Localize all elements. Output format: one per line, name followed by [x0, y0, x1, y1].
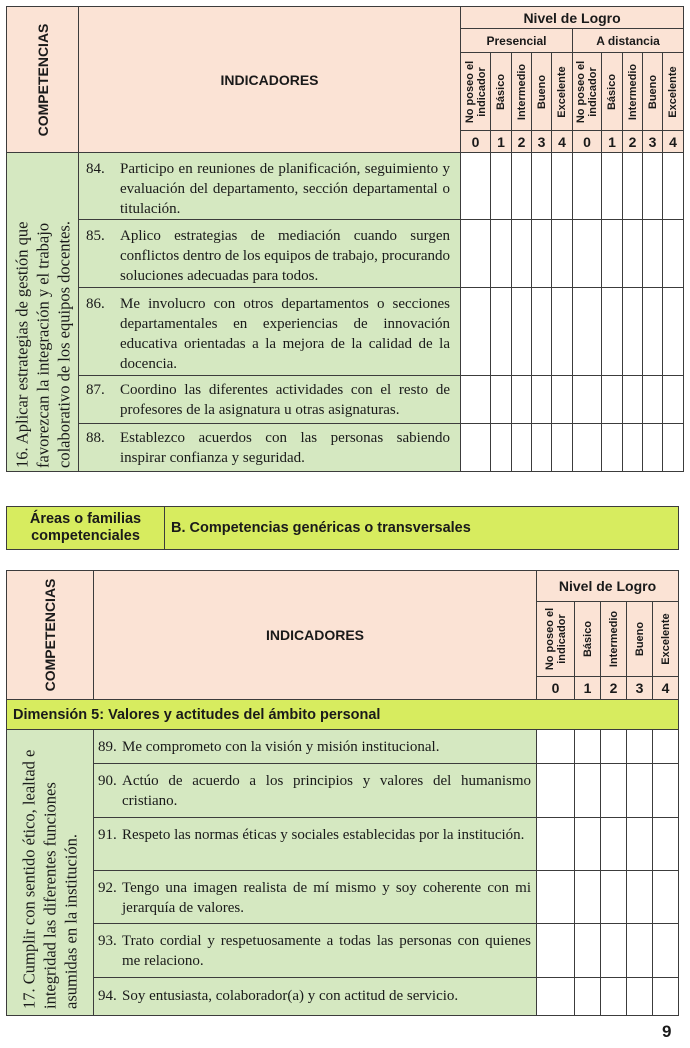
rating-cell[interactable]: [461, 153, 491, 220]
rating-cell[interactable]: [643, 220, 663, 288]
level-header: Intermedio: [623, 53, 643, 131]
level-header: Excelente: [653, 602, 679, 677]
indicator-93: 93. Trato cordial y respetuosamente a todas las personas con quienes me relaciono.: [94, 924, 537, 978]
competencias-header: [7, 571, 94, 700]
dimension-header: Dimensión 5: Valores y actitudes del ámbito personal: [7, 700, 679, 730]
level-header: Básico: [602, 53, 623, 131]
rating-cell[interactable]: [532, 220, 552, 288]
nivel-de-logro-header: Nivel de Logro: [537, 571, 679, 602]
rating-cell[interactable]: [602, 153, 623, 220]
rating-cell[interactable]: [623, 153, 643, 220]
presencial-header: Presencial: [461, 29, 573, 53]
score-3: 3: [627, 677, 653, 700]
score-0: 0: [573, 131, 602, 153]
indicator-84: 84. Participo en reuniones de planificación, seguimiento y evaluación del departamento, sección departamental o titulación.: [79, 153, 461, 220]
indicator-94: 94. Soy entusiasta, colaborador(a) y con actitud de servicio.: [94, 978, 537, 1016]
rating-cell[interactable]: [552, 288, 573, 376]
rating-cell[interactable]: [653, 924, 679, 978]
rating-cell[interactable]: [537, 818, 575, 871]
rating-cell[interactable]: [663, 153, 684, 220]
rating-cell[interactable]: [575, 978, 601, 1016]
rating-cell[interactable]: [575, 818, 601, 871]
rating-cell[interactable]: [537, 871, 575, 924]
rating-cell[interactable]: [602, 376, 623, 424]
rating-cell[interactable]: [512, 153, 532, 220]
rating-cell[interactable]: [623, 220, 643, 288]
rating-cell[interactable]: [491, 288, 512, 376]
rating-cell[interactable]: [575, 730, 601, 764]
rating-cell[interactable]: [601, 871, 627, 924]
rating-cell[interactable]: [601, 924, 627, 978]
rating-cell[interactable]: [491, 153, 512, 220]
indicator-88: 88. Establezco acuerdos con las personas sabiendo inspirar confianza y seguridad.: [79, 424, 461, 472]
rating-cell[interactable]: [623, 424, 643, 472]
level-header: Intermedio: [601, 602, 627, 677]
rating-cell[interactable]: [601, 764, 627, 818]
indicator-85: 85. Aplico estrategias de mediación cuando surgen conflictos dentro de los equipos de trabajo, procurando soluciones adecuadas para todos.: [79, 220, 461, 288]
score-3: 3: [643, 131, 663, 153]
competence-17-cell: [7, 730, 94, 1016]
level-header: Bueno: [532, 53, 552, 131]
rating-cell[interactable]: [627, 978, 653, 1016]
level-header: Básico: [491, 53, 512, 131]
rating-cell[interactable]: [461, 288, 491, 376]
rating-cell[interactable]: [552, 220, 573, 288]
level-header: No poseo el indicador: [461, 53, 491, 131]
rating-cell[interactable]: [512, 220, 532, 288]
rating-cell[interactable]: [573, 288, 602, 376]
rating-cell[interactable]: [627, 818, 653, 871]
indicator-89: 89. Me comprometo con la visión y misión institucional.: [94, 730, 537, 764]
rating-cell[interactable]: [537, 924, 575, 978]
rating-cell[interactable]: [663, 288, 684, 376]
rating-cell[interactable]: [627, 871, 653, 924]
indicadores-header: INDICADORES: [79, 7, 461, 153]
rating-cell[interactable]: [512, 424, 532, 472]
rating-cell[interactable]: [575, 924, 601, 978]
rating-cell[interactable]: [627, 764, 653, 818]
rating-cell[interactable]: [461, 220, 491, 288]
rating-cell[interactable]: [461, 424, 491, 472]
rating-cell[interactable]: [653, 730, 679, 764]
indicator-86: 86. Me involucro con otros departamentos o secciones departamentales en experiencias de innovación educativa orientadas a la mejora de la calidad de la docencia.: [79, 288, 461, 376]
rating-cell[interactable]: [663, 424, 684, 472]
rating-cell[interactable]: [627, 924, 653, 978]
areas-value: B. Competencias genéricas o transversales: [165, 507, 679, 550]
rating-cell[interactable]: [663, 376, 684, 424]
indicadores-header: INDICADORES: [94, 571, 537, 700]
level-header: Bueno: [643, 53, 663, 131]
level-header: Básico: [575, 602, 601, 677]
rating-cell[interactable]: [602, 288, 623, 376]
rating-cell[interactable]: [575, 871, 601, 924]
competencias-label: COMPETENCIAS: [42, 578, 58, 692]
rating-cell[interactable]: [552, 376, 573, 424]
rating-cell[interactable]: [537, 764, 575, 818]
areas-bar: [6, 506, 679, 550]
competency-table-16: [6, 6, 684, 472]
competence-16-text: 16. Aplicar estrategias de gestión que favorezcan la integración y el trabajo colaborativo de los equipos docentes.: [12, 221, 73, 468]
rating-cell[interactable]: [602, 220, 623, 288]
rating-cell[interactable]: [461, 376, 491, 424]
level-header: No poseo el indicador: [573, 53, 602, 131]
rating-cell[interactable]: [532, 288, 552, 376]
rating-cell[interactable]: [602, 424, 623, 472]
rating-cell[interactable]: [512, 376, 532, 424]
rating-cell[interactable]: [573, 424, 602, 472]
indicator-87: 87. Coordino las diferentes actividades con el resto de profesores de la asignatura u otras asignaturas.: [79, 376, 461, 424]
score-1: 1: [491, 131, 512, 153]
rating-cell[interactable]: [573, 220, 602, 288]
rating-cell[interactable]: [643, 424, 663, 472]
score-2: 2: [601, 677, 627, 700]
rating-cell[interactable]: [573, 376, 602, 424]
score-2: 2: [512, 131, 532, 153]
score-3: 3: [532, 131, 552, 153]
rating-cell[interactable]: [663, 220, 684, 288]
rating-cell[interactable]: [552, 153, 573, 220]
rating-cell[interactable]: [491, 376, 512, 424]
level-header: No poseo el indicador: [537, 602, 575, 677]
score-0: 0: [461, 131, 491, 153]
score-4: 4: [552, 131, 573, 153]
rating-cell[interactable]: [653, 818, 679, 871]
rating-cell[interactable]: [491, 220, 512, 288]
rating-cell[interactable]: [601, 818, 627, 871]
rating-cell[interactable]: [653, 978, 679, 1016]
rating-cell[interactable]: [643, 288, 663, 376]
rating-cell[interactable]: [532, 376, 552, 424]
nivel-de-logro-header: Nivel de Logro: [461, 7, 684, 29]
rating-cell[interactable]: [491, 424, 512, 472]
score-4: 4: [653, 677, 679, 700]
indicator-92: 92. Tengo una imagen realista de mí mismo y soy coherente con mi jerarquía de valores.: [94, 871, 537, 924]
competencias-header: [7, 7, 79, 153]
score-4: 4: [663, 131, 684, 153]
score-2: 2: [623, 131, 643, 153]
rating-cell[interactable]: [623, 288, 643, 376]
level-header: Intermedio: [512, 53, 532, 131]
rating-cell[interactable]: [512, 288, 532, 376]
rating-cell[interactable]: [537, 978, 575, 1016]
rating-cell[interactable]: [653, 764, 679, 818]
areas-label: Áreas o familias competenciales: [7, 507, 165, 550]
rating-cell[interactable]: [532, 424, 552, 472]
indicator-91: 91. Respeto las normas éticas y sociales establecidas por la institución.: [94, 818, 537, 871]
competencias-label: COMPETENCIAS: [34, 23, 51, 136]
rating-cell[interactable]: [653, 871, 679, 924]
rating-cell[interactable]: [532, 153, 552, 220]
score-1: 1: [602, 131, 623, 153]
rating-cell[interactable]: [623, 376, 643, 424]
rating-cell[interactable]: [573, 153, 602, 220]
competency-table-17: [6, 570, 679, 1016]
level-header: Bueno: [627, 602, 653, 677]
rating-cell[interactable]: [575, 764, 601, 818]
rating-cell[interactable]: [627, 730, 653, 764]
rating-cell[interactable]: [537, 730, 575, 764]
competence-16-cell: [7, 153, 79, 472]
rating-cell[interactable]: [601, 730, 627, 764]
score-0: 0: [537, 677, 575, 700]
page-number: 9: [662, 1022, 672, 1041]
rating-cell[interactable]: [643, 153, 663, 220]
rating-cell[interactable]: [643, 376, 663, 424]
level-header: Excelente: [552, 53, 573, 131]
rating-cell[interactable]: [601, 978, 627, 1016]
a-distancia-header: A distancia: [573, 29, 684, 53]
indicator-90: 90. Actúo de acuerdo a los principios y valores del humanismo cristiano.: [94, 764, 537, 818]
competence-17-text: 17. Cumplir con sentido ético, lealtad e integridad las diferentes funciones asumidas en la institución.: [19, 749, 81, 1009]
level-header: Excelente: [663, 53, 684, 131]
rating-cell[interactable]: [552, 424, 573, 472]
score-1: 1: [575, 677, 601, 700]
